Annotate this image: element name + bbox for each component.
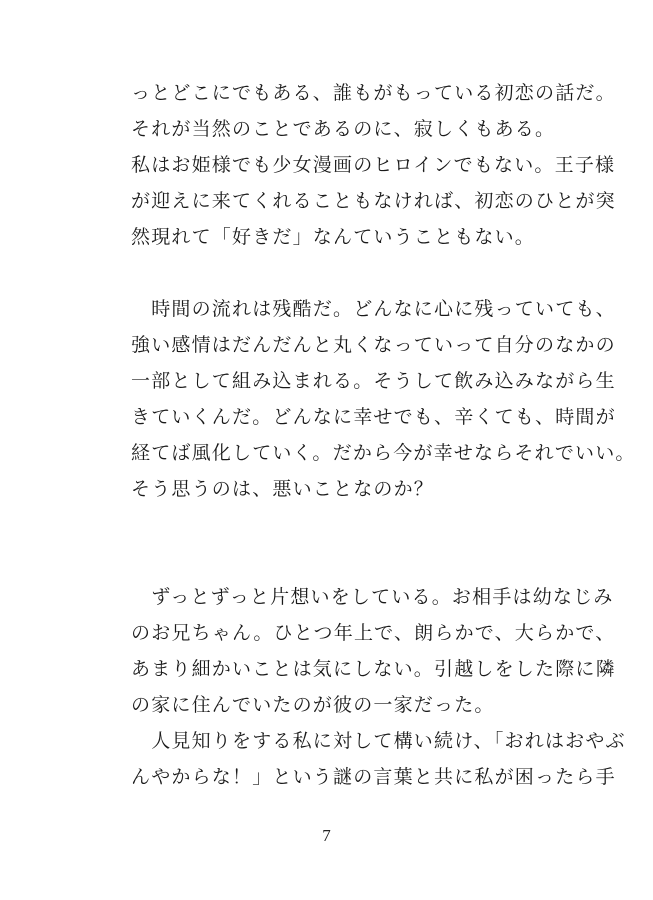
text-line: が迎えに来てくれることもなければ、初恋のひとが突 xyxy=(131,190,616,212)
text-line: の家に住んでいたのが彼の一家だった。 xyxy=(131,694,495,716)
text-line: 然現れて「好きだ」なんていうこともない。 xyxy=(131,226,536,248)
text-line: ずっとずっと片想いをしている。お相手は幼なじみ xyxy=(131,586,614,608)
text-line: 一部として組み込まれる。そうして飲み込みながら生 xyxy=(131,370,616,392)
text-line: 時間の流れは残酷だ。どんなに心に残っていても、 xyxy=(131,298,616,320)
text-line: きていくんだ。どんなに幸せでも、辛くても、時間が xyxy=(131,406,616,428)
page-number: 7 xyxy=(322,826,331,845)
text-line: 私はお姫様でも少女漫画のヒロインでもない。王子様 xyxy=(131,154,616,176)
text-line: んやからな！」という謎の言葉と共に私が困ったら手 xyxy=(131,766,616,788)
text-line: のお兄ちゃん。ひとつ年上で、朗らかで、大らかで、 xyxy=(131,622,616,644)
text-line: 強い感情はだんだんと丸くなっていって自分のなかの xyxy=(131,334,616,356)
text-line: 経てば風化していく。だから今が幸せならそれでいい。 xyxy=(131,442,636,464)
text-line: それが当然のことであるのに、寂しくもある。 xyxy=(131,118,556,140)
text-line: あまり細かいことは気にしない。引越しをした際に隣 xyxy=(131,658,616,680)
text-line: っとどこにでもある、誰もがもっている初恋の話だ。 xyxy=(131,82,616,104)
text-line: そう思うのは、悪いことなのか？ xyxy=(131,478,435,500)
text-line: 人見知りをする私に対して構い続け、「おれはおやぶ xyxy=(131,730,626,752)
